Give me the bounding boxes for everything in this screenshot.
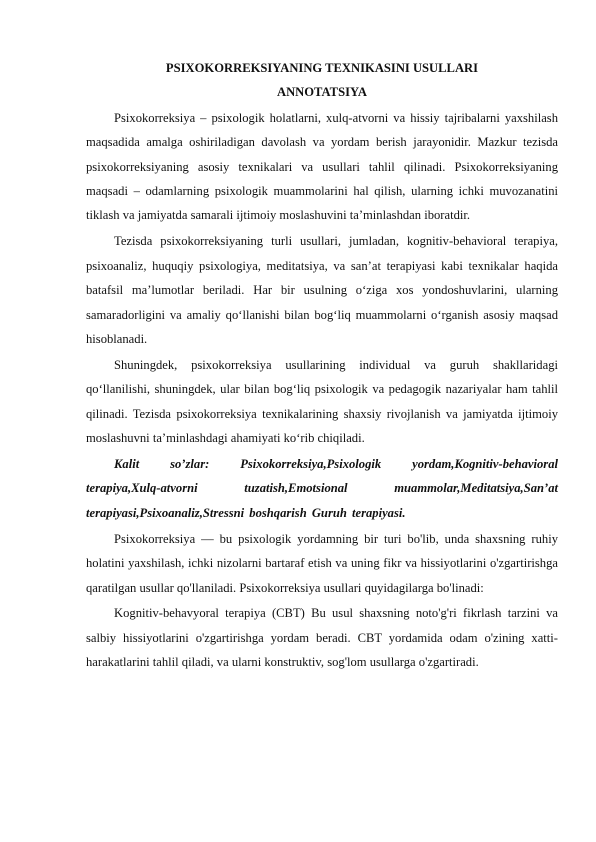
section-heading-annotation: ANNOTATSIYA [276, 85, 368, 100]
body-paragraph-2: Kognitiv-behavyoral terapiya (CBT) Bu usul shaxsning noto'g'ri fikrlash tarzini va salbiy hissiyotlarini o'zgartirishga yordam beradi. CBT yordamida odam o'zining xatti-harakatlarini tahlil qiladi, va ularni konstruktiv, sog'lom usullarga o'zgartiradi. [86, 606, 558, 670]
body-paragraph-1: Psixokorreksiya — bu psixologik yordamning bir turi bo'lib, unda shaxsning ruhiy holatini yaxshilash, ichki nizolarni bartaraf etish va uning fikr va hissiyotlarini o'zgartirishga qaratilgan usullar qo'llaniladi. Psixokorreksiya usullari quyidagilarga bo'linadi: [86, 531, 558, 595]
abstract-paragraph-3: Shuningdek, psixokorreksiya usullarining individual va guruh shakllaridagi qo‘llanilishi, shuningdek, ular bilan bog‘liq psixologik va pedagogik nazariyalar ham tahlil qilinadi. Tezisda psixokorreksiya texnikalarining shaxsiy rivojlanish va jamiyatda ijtimoiy moslashuvni ta’minlashdagi ahamiyati ko‘rib chiqiladi. [86, 357, 558, 446]
document-page [86, 56, 558, 676]
document-title: PSIXOKORREKSIYANING TEXNIKASINI USULLARI [165, 61, 479, 75]
abstract-paragraph-2: Tezisda psixokorreksiyaning turli usullari, jumladan, kognitiv-behavioral terapiya, psixoanaliz, huquqiy psixologiya, meditatsiya, va san’at terapiyasi kabi texnikalar haqida batafsil ma’lumotlar beriladi. Har bir usulning o‘ziga xos yondoshuvlarini, ularning samaradorligini va amaliy qo‘llanishi bilan bog‘liq muammolarni o‘rganish asosiy maqsad hisoblanadi. [86, 234, 558, 346]
keywords-paragraph: Kalit so’zlar: Psixokorreksiya,Psixologik yordam,Kognitiv-behavioral terapiya,Xulq-atvorni tuzatish,Emotsional muammolar,Meditatsiya,San’at terapiyasi,Psixoanaliz,Stressni boshqarish Guruh terapiyasi. [86, 457, 558, 520]
abstract-paragraph-1: Psixokorreksiya – psixologik holatlarni, xulq-atvorni va hissiy tajribalarni yaxshilash maqsadida amalga oshiriladigan davolash va yordam berish jarayonidir. Mazkur tezisda psixokorreksiyaning asosiy texnikalari va usullari tahlil qilinadi. Psixokorreksiyaning maqsadi – odamlarning psixologik muammolarini hal qilish, ularning ichki muvozanatini tiklash va jamiyatda samarali ijtimoiy moslashuvini ta’minlashdan iboratdir. [86, 110, 558, 223]
